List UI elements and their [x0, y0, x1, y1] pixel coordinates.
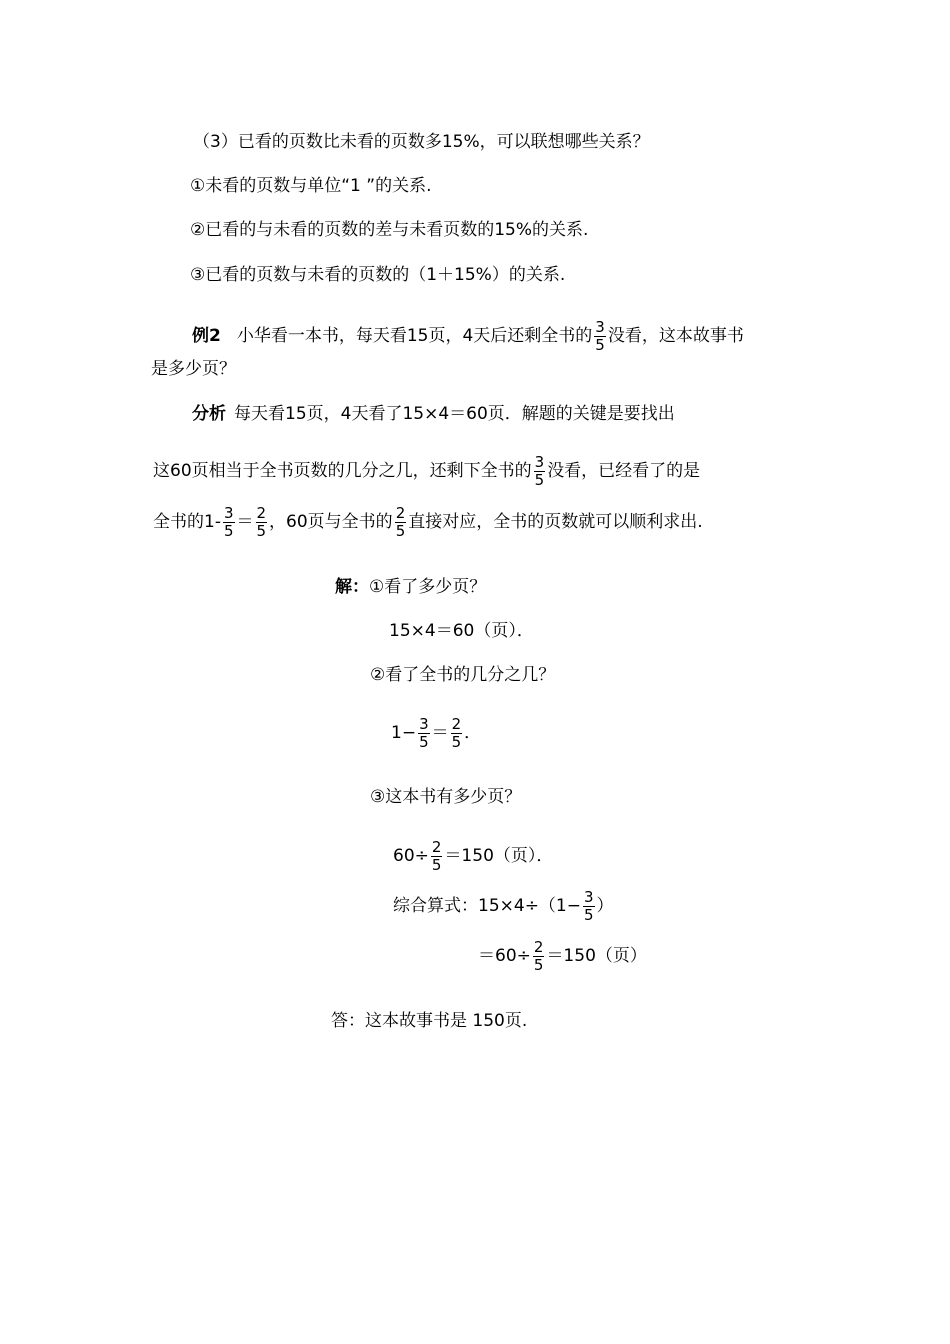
fraction-3-5: $\frac{3}{5}$: [584, 887, 594, 924]
question-3-line: [193, 131, 650, 153]
fraction-3-5: $\frac{3}{5}$: [595, 317, 605, 354]
text: ）: [596, 896, 614, 916]
solution-q1-line: [335, 576, 486, 598]
text: （3）已看的页数比未看的页数多15%，可以联想哪些关系？: [193, 132, 650, 152]
text: 60÷: [393, 846, 429, 866]
example-2-line: [192, 316, 744, 356]
text: ．: [464, 723, 482, 743]
fraction-2-5: $\frac{2}{5}$: [431, 837, 442, 874]
text: ③已看的页数与未看的页数的（1＋15%）的关系.: [190, 265, 566, 285]
solution-a1-line: [389, 620, 534, 642]
text: 全书的1-: [153, 512, 221, 532]
text: ，60页与全书的: [269, 512, 393, 532]
solution-q3-line: [370, 786, 521, 808]
text: ①未看的页数与单位“1 ”的关系.: [190, 176, 432, 196]
text: 没看，这本故事书: [607, 326, 744, 346]
fraction-3-5: $\frac{3}{5}$: [223, 503, 234, 540]
text: 小华看一本书，每天看15页，4天后还剩全书的: [236, 326, 593, 346]
solution-q2-line: [370, 664, 555, 686]
fraction-3-5: $\frac{3}{5}$: [534, 452, 545, 489]
text: ＝60÷: [478, 946, 531, 966]
analysis-line: [192, 403, 675, 425]
text: ＝: [236, 512, 254, 532]
solution-label: 解：: [335, 577, 369, 597]
text: ①看了多少页？: [369, 577, 487, 597]
solution-a3-line: [393, 836, 553, 876]
text: 15×4＝60（页）．: [389, 621, 534, 641]
text: ②看了全书的几分之几？: [370, 665, 556, 685]
text: ＝150（页）．: [444, 846, 554, 866]
fraction-2-5: $\frac{2}{5}$: [395, 503, 406, 540]
answer-line: [331, 1010, 527, 1032]
text: 没看，已经看了的是: [547, 461, 701, 481]
text: 这60页相当于全书页数的几分之几，还剩下全书的: [153, 461, 532, 481]
combined-formula-line-2: [478, 936, 647, 976]
text: ＝: [431, 723, 449, 743]
example-2-line-2: [151, 358, 236, 380]
fraction-2-5: $\frac{2}{5}$: [533, 937, 544, 974]
analysis-label: 分析: [192, 404, 226, 424]
relation-1-line: [190, 175, 431, 197]
relation-2-line: [190, 219, 588, 241]
fraction-2-5: $\frac{2}{5}$: [256, 503, 267, 540]
text: 是多少页？: [151, 359, 236, 379]
text: ＝150（页）: [546, 946, 647, 966]
solution-a2-line: [391, 713, 481, 753]
fraction-3-5: $\frac{3}{5}$: [419, 714, 429, 751]
text: 每天看15页，4天看了15×4＝60页．解题的关键是要找出: [234, 404, 675, 424]
analysis-line-2: [153, 451, 700, 491]
text: ③这本书有多少页？: [370, 787, 522, 807]
text: 直接对应，全书的页数就可以顺利求出.: [408, 512, 703, 532]
text: 1−: [391, 723, 417, 743]
text: 答：这本故事书是 150页.: [331, 1011, 528, 1031]
analysis-line-3: [153, 502, 703, 542]
fraction-2-5: $\frac{2}{5}$: [451, 714, 462, 751]
relation-3-line: [190, 264, 565, 286]
text: ②已看的与未看的页数的差与未看页数的15%的关系.: [190, 220, 589, 240]
combined-formula-line: [393, 886, 614, 926]
text: 综合算式：15×4÷（1−: [393, 896, 581, 916]
example-label: 例2: [192, 326, 221, 346]
